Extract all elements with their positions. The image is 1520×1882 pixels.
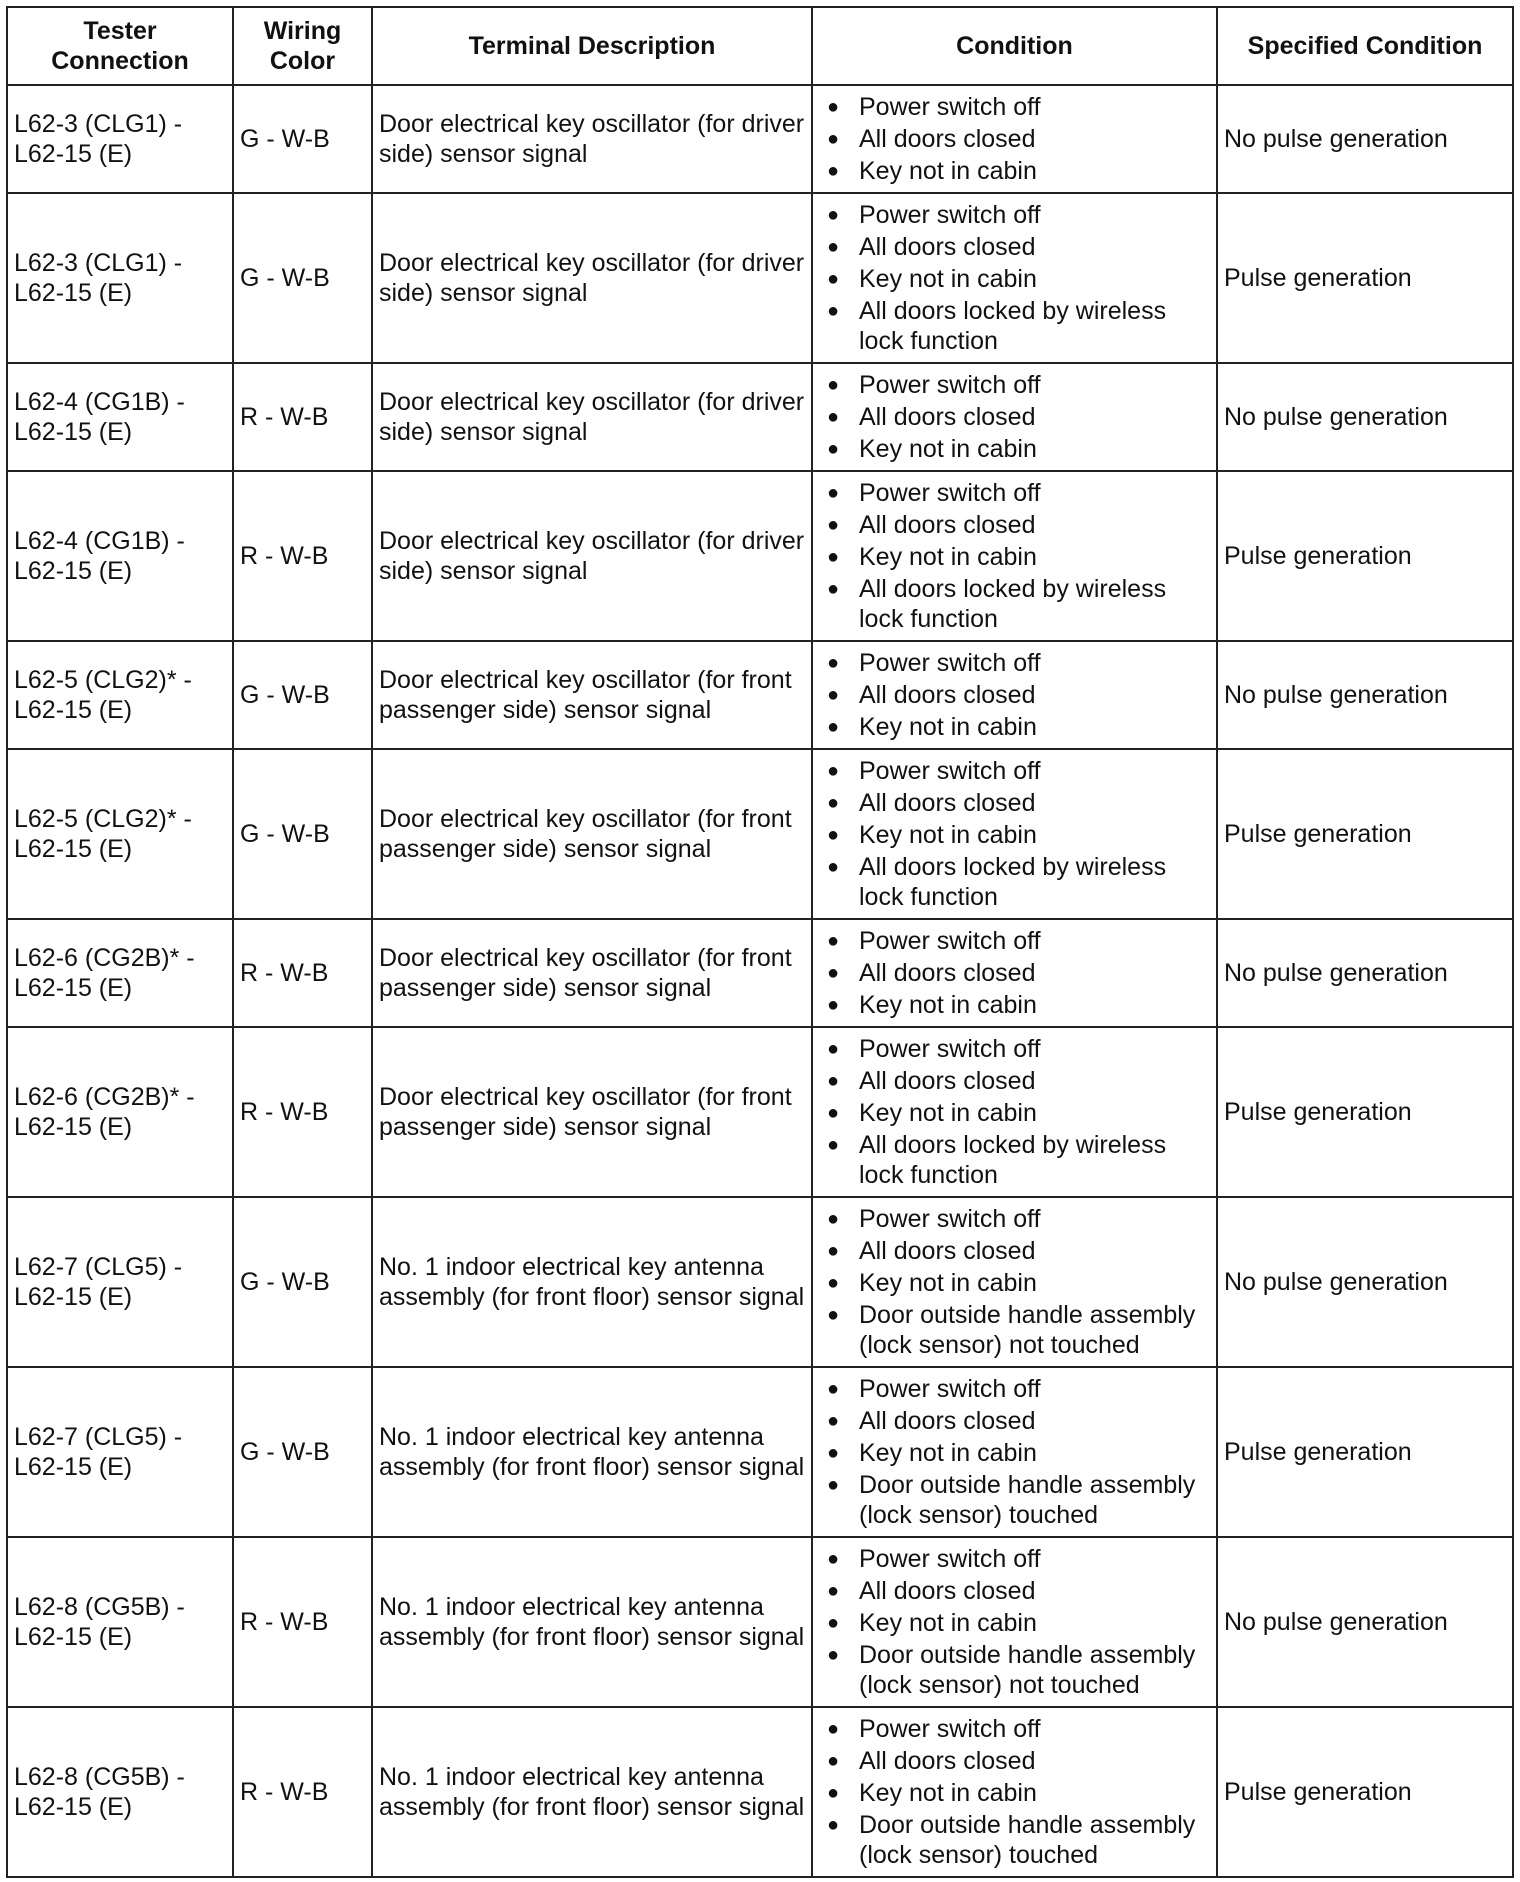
specified-condition-cell: Pulse generation xyxy=(1217,471,1513,641)
specified-condition-cell: Pulse generation xyxy=(1217,1707,1513,1877)
tester-connection-cell: L62-6 (CG2B)* - L62-15 (E) xyxy=(7,919,233,1027)
tester-connection-cell: L62-4 (CG1B) - L62-15 (E) xyxy=(7,471,233,641)
condition-item: ● Key not in cabin xyxy=(827,1268,1210,1298)
header-condition: Condition xyxy=(812,7,1217,85)
condition-cell xyxy=(812,749,1217,919)
condition-item: ● Power switch off xyxy=(827,92,1210,122)
table-row xyxy=(7,193,1513,363)
terminal-inspection-table xyxy=(6,6,1514,1878)
condition-item: ● Power switch off xyxy=(827,478,1210,508)
wiring-color-cell: R - W-B xyxy=(233,1537,372,1707)
condition-item: ● Power switch off xyxy=(827,1544,1210,1574)
specified-condition-cell: Pulse generation xyxy=(1217,1367,1513,1537)
table-row xyxy=(7,1707,1513,1877)
condition-item: ● Door outside handle assembly (lock sensor) not touched xyxy=(827,1640,1210,1700)
condition-item: ● Door outside handle assembly (lock sensor) not touched xyxy=(827,1300,1210,1360)
table-row xyxy=(7,1537,1513,1707)
condition-list xyxy=(827,1544,1210,1700)
condition-item: ● All doors closed xyxy=(827,1746,1210,1776)
condition-item: ● All doors closed xyxy=(827,788,1210,818)
tester-connection-cell: L62-3 (CLG1) - L62-15 (E) xyxy=(7,193,233,363)
table-row xyxy=(7,471,1513,641)
condition-cell xyxy=(812,471,1217,641)
condition-item: ● All doors locked by wireless lock function xyxy=(827,574,1210,634)
condition-item: ● Door outside handle assembly (lock sensor) touched xyxy=(827,1810,1210,1870)
table-row xyxy=(7,1027,1513,1197)
terminal-description-cell: Door electrical key oscillator (for driver side) sensor signal xyxy=(372,363,812,471)
condition-item: ● Key not in cabin xyxy=(827,156,1210,186)
wiring-color-cell: R - W-B xyxy=(233,919,372,1027)
condition-list xyxy=(827,370,1210,464)
table-row xyxy=(7,641,1513,749)
table-row xyxy=(7,919,1513,1027)
condition-item: ● Power switch off xyxy=(827,1034,1210,1064)
wiring-color-cell: R - W-B xyxy=(233,363,372,471)
condition-cell xyxy=(812,363,1217,471)
terminal-description-cell: Door electrical key oscillator (for front passenger side) sensor signal xyxy=(372,749,812,919)
condition-item: ● Power switch off xyxy=(827,1374,1210,1404)
wiring-color-cell: G - W-B xyxy=(233,1367,372,1537)
condition-list xyxy=(827,756,1210,912)
specified-condition-cell: Pulse generation xyxy=(1217,193,1513,363)
condition-item: ● Key not in cabin xyxy=(827,1098,1210,1128)
condition-item: ● Key not in cabin xyxy=(827,434,1210,464)
terminal-description-cell: No. 1 indoor electrical key antenna assembly (for front floor) sensor signal xyxy=(372,1197,812,1367)
condition-list xyxy=(827,200,1210,356)
wiring-color-cell: R - W-B xyxy=(233,1707,372,1877)
condition-cell xyxy=(812,193,1217,363)
specified-condition-cell: No pulse generation xyxy=(1217,1537,1513,1707)
condition-item: ● All doors closed xyxy=(827,510,1210,540)
wiring-color-cell: G - W-B xyxy=(233,749,372,919)
condition-list xyxy=(827,1034,1210,1190)
condition-item: ● Power switch off xyxy=(827,1204,1210,1234)
header-specified-condition: Specified Condition xyxy=(1217,7,1513,85)
specified-condition-cell: No pulse generation xyxy=(1217,85,1513,193)
condition-item: ● Power switch off xyxy=(827,1714,1210,1744)
condition-cell xyxy=(812,1367,1217,1537)
condition-item: ● Power switch off xyxy=(827,200,1210,230)
condition-cell xyxy=(812,1197,1217,1367)
table-body xyxy=(7,85,1513,1877)
wiring-color-cell: G - W-B xyxy=(233,1197,372,1367)
tester-connection-cell: L62-7 (CLG5) - L62-15 (E) xyxy=(7,1197,233,1367)
tester-connection-cell: L62-3 (CLG1) - L62-15 (E) xyxy=(7,85,233,193)
header-row xyxy=(7,7,1513,85)
condition-list xyxy=(827,1204,1210,1360)
condition-item: ● Key not in cabin xyxy=(827,1778,1210,1808)
table-row xyxy=(7,749,1513,919)
terminal-description-cell: Door electrical key oscillator (for driver side) sensor signal xyxy=(372,85,812,193)
condition-cell xyxy=(812,641,1217,749)
specified-condition-cell: Pulse generation xyxy=(1217,1027,1513,1197)
table-row xyxy=(7,363,1513,471)
condition-list xyxy=(827,92,1210,186)
condition-cell xyxy=(812,919,1217,1027)
terminal-description-cell: No. 1 indoor electrical key antenna assembly (for front floor) sensor signal xyxy=(372,1537,812,1707)
specified-condition-cell: No pulse generation xyxy=(1217,641,1513,749)
condition-item: ● Power switch off xyxy=(827,370,1210,400)
wiring-color-cell: G - W-B xyxy=(233,85,372,193)
table-row xyxy=(7,1367,1513,1537)
condition-item: ● All doors closed xyxy=(827,402,1210,432)
condition-item: ● All doors closed xyxy=(827,958,1210,988)
condition-item: ● Key not in cabin xyxy=(827,542,1210,572)
condition-item: ● Key not in cabin xyxy=(827,990,1210,1020)
condition-item: ● Key not in cabin xyxy=(827,820,1210,850)
tester-connection-cell: L62-5 (CLG2)* - L62-15 (E) xyxy=(7,749,233,919)
tester-connection-cell: L62-5 (CLG2)* - L62-15 (E) xyxy=(7,641,233,749)
terminal-description-cell: Door electrical key oscillator (for driver side) sensor signal xyxy=(372,471,812,641)
condition-item: ● All doors locked by wireless lock function xyxy=(827,1130,1210,1190)
header-terminal-description: Terminal Description xyxy=(372,7,812,85)
specified-condition-cell: No pulse generation xyxy=(1217,363,1513,471)
terminal-table-container xyxy=(6,6,1512,1878)
condition-item: ● Power switch off xyxy=(827,648,1210,678)
terminal-description-cell: No. 1 indoor electrical key antenna assembly (for front floor) sensor signal xyxy=(372,1707,812,1877)
condition-cell xyxy=(812,1027,1217,1197)
condition-item: ● Power switch off xyxy=(827,756,1210,786)
tester-connection-cell: L62-8 (CG5B) - L62-15 (E) xyxy=(7,1537,233,1707)
terminal-description-cell: No. 1 indoor electrical key antenna assembly (for front floor) sensor signal xyxy=(372,1367,812,1537)
terminal-description-cell: Door electrical key oscillator (for front passenger side) sensor signal xyxy=(372,1027,812,1197)
condition-item: ● All doors closed xyxy=(827,1066,1210,1096)
tester-connection-cell: L62-8 (CG5B) - L62-15 (E) xyxy=(7,1707,233,1877)
condition-item: ● All doors closed xyxy=(827,1576,1210,1606)
wiring-color-cell: G - W-B xyxy=(233,193,372,363)
terminal-description-cell: Door electrical key oscillator (for front passenger side) sensor signal xyxy=(372,919,812,1027)
tester-connection-cell: L62-4 (CG1B) - L62-15 (E) xyxy=(7,363,233,471)
condition-list xyxy=(827,1714,1210,1870)
header-tester-connection: Tester Connection xyxy=(7,7,233,85)
condition-item: ● All doors closed xyxy=(827,232,1210,262)
condition-item: ● All doors closed xyxy=(827,124,1210,154)
specified-condition-cell: Pulse generation xyxy=(1217,749,1513,919)
condition-item: ● All doors locked by wireless lock function xyxy=(827,852,1210,912)
condition-item: ● Key not in cabin xyxy=(827,1438,1210,1468)
condition-list xyxy=(827,1374,1210,1530)
condition-cell xyxy=(812,85,1217,193)
specified-condition-cell: No pulse generation xyxy=(1217,1197,1513,1367)
wiring-color-cell: G - W-B xyxy=(233,641,372,749)
header-wiring-color: Wiring Color xyxy=(233,7,372,85)
condition-item: ● Power switch off xyxy=(827,926,1210,956)
condition-cell xyxy=(812,1537,1217,1707)
wiring-color-cell: R - W-B xyxy=(233,471,372,641)
tester-connection-cell: L62-7 (CLG5) - L62-15 (E) xyxy=(7,1367,233,1537)
specified-condition-cell: No pulse generation xyxy=(1217,919,1513,1027)
condition-list xyxy=(827,478,1210,634)
condition-item: ● All doors locked by wireless lock function xyxy=(827,296,1210,356)
table-row xyxy=(7,1197,1513,1367)
condition-item: ● Key not in cabin xyxy=(827,712,1210,742)
terminal-description-cell: Door electrical key oscillator (for front passenger side) sensor signal xyxy=(372,641,812,749)
condition-item: ● All doors closed xyxy=(827,1236,1210,1266)
condition-cell xyxy=(812,1707,1217,1877)
condition-item: ● All doors closed xyxy=(827,1406,1210,1436)
table-row xyxy=(7,85,1513,193)
condition-item: ● Door outside handle assembly (lock sensor) touched xyxy=(827,1470,1210,1530)
tester-connection-cell: L62-6 (CG2B)* - L62-15 (E) xyxy=(7,1027,233,1197)
condition-list xyxy=(827,926,1210,1020)
condition-list xyxy=(827,648,1210,742)
wiring-color-cell: R - W-B xyxy=(233,1027,372,1197)
condition-item: ● Key not in cabin xyxy=(827,264,1210,294)
condition-item: ● Key not in cabin xyxy=(827,1608,1210,1638)
terminal-description-cell: Door electrical key oscillator (for driver side) sensor signal xyxy=(372,193,812,363)
condition-item: ● All doors closed xyxy=(827,680,1210,710)
